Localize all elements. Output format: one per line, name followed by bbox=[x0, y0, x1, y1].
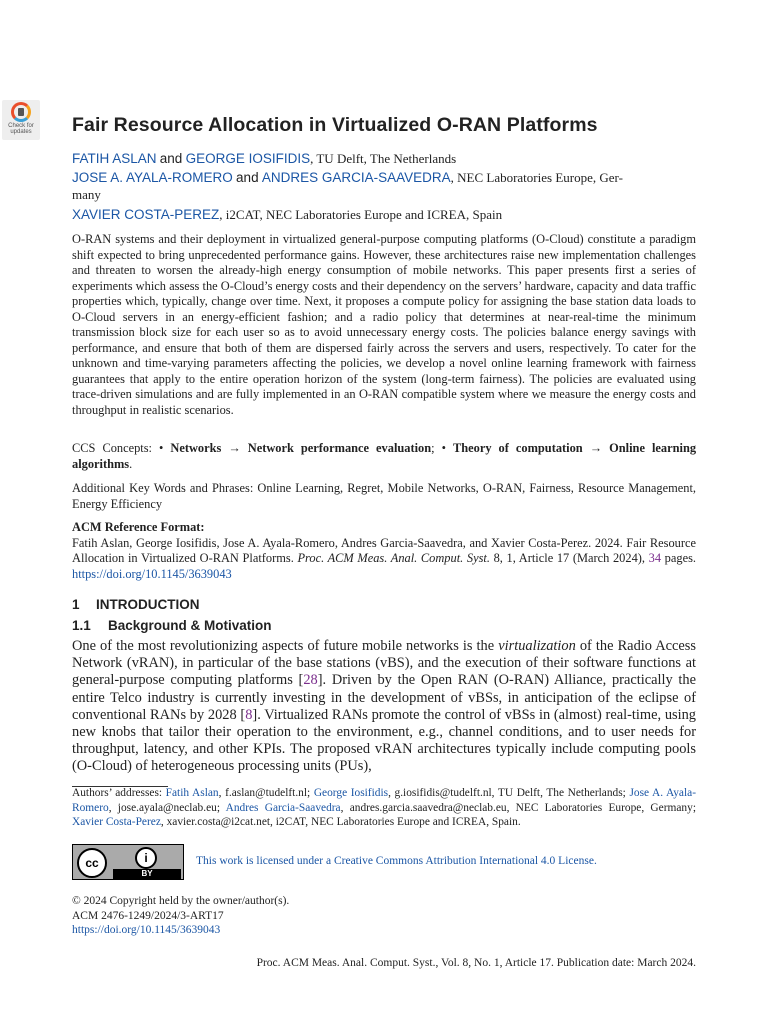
author-affiliation-cont: many bbox=[72, 187, 101, 202]
ccs-concept: Theory of computation bbox=[452, 441, 583, 455]
author-affiliation: , NEC Laboratories Europe, Ger- bbox=[450, 170, 623, 185]
author-addresses bbox=[72, 786, 696, 830]
author-line-1 bbox=[72, 150, 698, 167]
acm-reference-text: Fatih Aslan, George Iosifidis, Jose A. Ayala-Romero, Andres Garcia-Saavedra, and Xavier Costa-Perez. 2024. Fair Resource Allocation in Virtualized O-RAN Platforms. bbox=[72, 535, 696, 565]
by-label: BY bbox=[113, 869, 181, 879]
address-email: , g.iosifidis@tudelft.nl, TU Delft, The Netherlands; bbox=[388, 787, 630, 799]
page-count-link[interactable]: 34 bbox=[648, 551, 662, 565]
keywords: Additional Key Words and Phrases: Online Learning, Regret, Mobile Networks, O-RAN, Fairness, Resource Management, Energy Efficiency bbox=[72, 481, 696, 511]
intro-text: of the Radio Access Network (vRAN), in particular of the base stations (vBS), and the execution of their software functions at general-purpose computing platforms [ bbox=[72, 638, 697, 689]
intro-text: ]. Driven by the Open RAN (O-RAN) Alliance, practically the entire Telco industry is currently investing in the development of vBSs, in anticipation of the eclipse of conventional RANs by 2028 [ bbox=[72, 672, 696, 723]
check-for-updates-icon bbox=[11, 102, 31, 122]
page-footer: Proc. ACM Meas. Anal. Comput. Syst., Vol. 8, No. 1, Article 17. Publication date: March 2024. bbox=[256, 957, 696, 969]
copyright-line: © 2024 Copyright held by the owner/author(s). bbox=[72, 895, 290, 907]
subsection-number: 1.1 bbox=[72, 618, 91, 633]
copyright-doi-link[interactable]: https://doi.org/10.1145/3639043 bbox=[72, 924, 221, 936]
author-and: and bbox=[159, 151, 183, 166]
issn-line: ACM 2476-1249/2024/3-ART17 bbox=[72, 909, 224, 922]
cc-icon: cc bbox=[77, 848, 107, 878]
badge-line2: updates bbox=[10, 129, 32, 135]
ccs-concept: Networks bbox=[170, 441, 222, 455]
introduction-paragraph bbox=[72, 638, 696, 776]
citation-link[interactable]: 8 bbox=[245, 706, 253, 723]
paper-title: Fair Resource Allocation in Virtualized O-RAN Platforms bbox=[72, 114, 598, 136]
ccs-end: . bbox=[129, 456, 133, 471]
section-number: 1 bbox=[72, 597, 80, 612]
address-author-link[interactable]: Xavier Costa-Perez bbox=[72, 816, 161, 828]
author-link[interactable]: ANDRES GARCIA-SAAVEDRA bbox=[261, 170, 451, 185]
address-email: , andres.garcia.saavedra@neclab.eu, NEC Laboratories Europe, Germany; bbox=[340, 801, 696, 814]
subsection-title: Background & Motivation bbox=[108, 618, 272, 633]
ccs-prefix: CCS Concepts: • bbox=[72, 441, 171, 455]
address-email: , f.aslan@tudelft.nl; bbox=[218, 787, 314, 799]
acm-reference-text: pages. bbox=[661, 551, 696, 565]
ccs-separator: ; • bbox=[431, 441, 453, 455]
author-line-3 bbox=[72, 206, 698, 223]
ccs-concepts bbox=[72, 441, 696, 472]
author-link[interactable]: XAVIER COSTA-PEREZ bbox=[72, 207, 220, 222]
license-link[interactable]: This work is licensed under a Creative Commons Attribution International 4.0 License. bbox=[196, 855, 597, 867]
ccs-concept: Online learning algorithms bbox=[72, 441, 697, 471]
ccs-concept: Network performance evaluation bbox=[247, 441, 432, 455]
address-author-link[interactable]: Andres Garcia-Saavedra bbox=[225, 801, 341, 814]
badge-line1: Check for bbox=[8, 123, 34, 129]
abstract: O-RAN systems and their deployment in virtualized general-purpose computing platforms (O-Cloud) constitute a paradigm shift expected to bring unprecedented performance gains. However, these architectures raise new implementation challenges and threaten to worsen the already-high energy consumption of mobile networks. This paper presents first a series of experiments which assess the O-Cloud’s energy costs and their dependency on the servers’ hardware, capacity and data traffic properties which, typically, change over time. Next, it proposes a compute policy for assigning the base station data loads to O-Cloud servers in an energy-efficient fashion; and a radio policy that determines at near-real-time the minimum transmission block size for each user so as to avoid unnecessary energy costs. The policies balance energy savings with performance, and ensure that both of them are dispersed fairly across the servers and users, respectively. To cater for the unknown and time-varying parameters affecting the policies, we develop a novel online learning framework with fairness guarantees that apply to the entire operation horizon of the system (long-term fairness). The policies are evaluated using trace-driven simulations and are fully implemented in an O-RAN compatible system where we measure the energy costs and throughput in realistic scenarios. bbox=[72, 232, 696, 417]
author-affiliation: , TU Delft, The Netherlands bbox=[310, 151, 457, 166]
section-title: INTRODUCTION bbox=[96, 597, 200, 612]
acm-reference-journal: Proc. ACM Meas. Anal. Comput. Syst. bbox=[297, 551, 490, 565]
subsection-heading-background bbox=[72, 618, 272, 633]
author-link[interactable]: JOSE A. AYALA-ROMERO bbox=[72, 170, 233, 185]
author-link[interactable]: GEORGE IOSIFIDIS bbox=[185, 151, 311, 166]
section-heading-introduction bbox=[72, 597, 200, 612]
address-author-link[interactable]: Fatih Aslan bbox=[165, 787, 219, 799]
author-line-2 bbox=[72, 169, 698, 203]
acm-reference-text: 8, 1, Article 17 (March 2024), bbox=[489, 551, 649, 565]
address-author-link[interactable]: George Iosifidis bbox=[313, 787, 389, 799]
intro-emphasis: virtualization bbox=[498, 638, 576, 654]
author-and: and bbox=[236, 170, 259, 185]
intro-text: One of the most revolutionizing aspects of future mobile networks is the bbox=[72, 638, 499, 654]
ccs-arrow: → bbox=[221, 441, 248, 455]
addresses-prefix: Authors’ addresses: bbox=[72, 787, 166, 799]
acm-reference bbox=[72, 520, 696, 582]
address-email: , jose.ayala@neclab.eu; bbox=[108, 801, 226, 814]
citation-link[interactable]: 28 bbox=[303, 672, 318, 689]
check-for-updates-badge[interactable] bbox=[2, 100, 40, 140]
acm-reference-heading: ACM Reference Format: bbox=[72, 520, 205, 534]
ccs-arrow: → bbox=[582, 441, 610, 455]
author-link[interactable]: FATIH ASLAN bbox=[72, 151, 157, 166]
intro-text: ]. Virtualized RANs promote the control of vBSs in (almost) real-time, using new knobs that tailor their operation to the environment, e.g., channel conditions, and to user needs for throughput, latency, and other KPIs. The proposed vRAN architectures typically include computing pools (O-Cloud) of heterogeneous processing units (PUs), bbox=[72, 706, 697, 775]
copyright-block bbox=[72, 894, 289, 938]
doi-link[interactable]: https://doi.org/10.1145/3639043 bbox=[72, 566, 232, 581]
address-email: , xavier.costa@i2cat.net, i2CAT, NEC Laboratories Europe and ICREA, Spain. bbox=[160, 816, 521, 828]
cc-by-license-badge[interactable] bbox=[72, 844, 184, 880]
author-affiliation: , i2CAT, NEC Laboratories Europe and ICREA, Spain bbox=[219, 207, 503, 222]
by-icon-area bbox=[113, 847, 181, 869]
address-author-link[interactable]: Jose A. Ayala-Romero bbox=[72, 787, 697, 814]
person-icon: i bbox=[135, 847, 157, 869]
